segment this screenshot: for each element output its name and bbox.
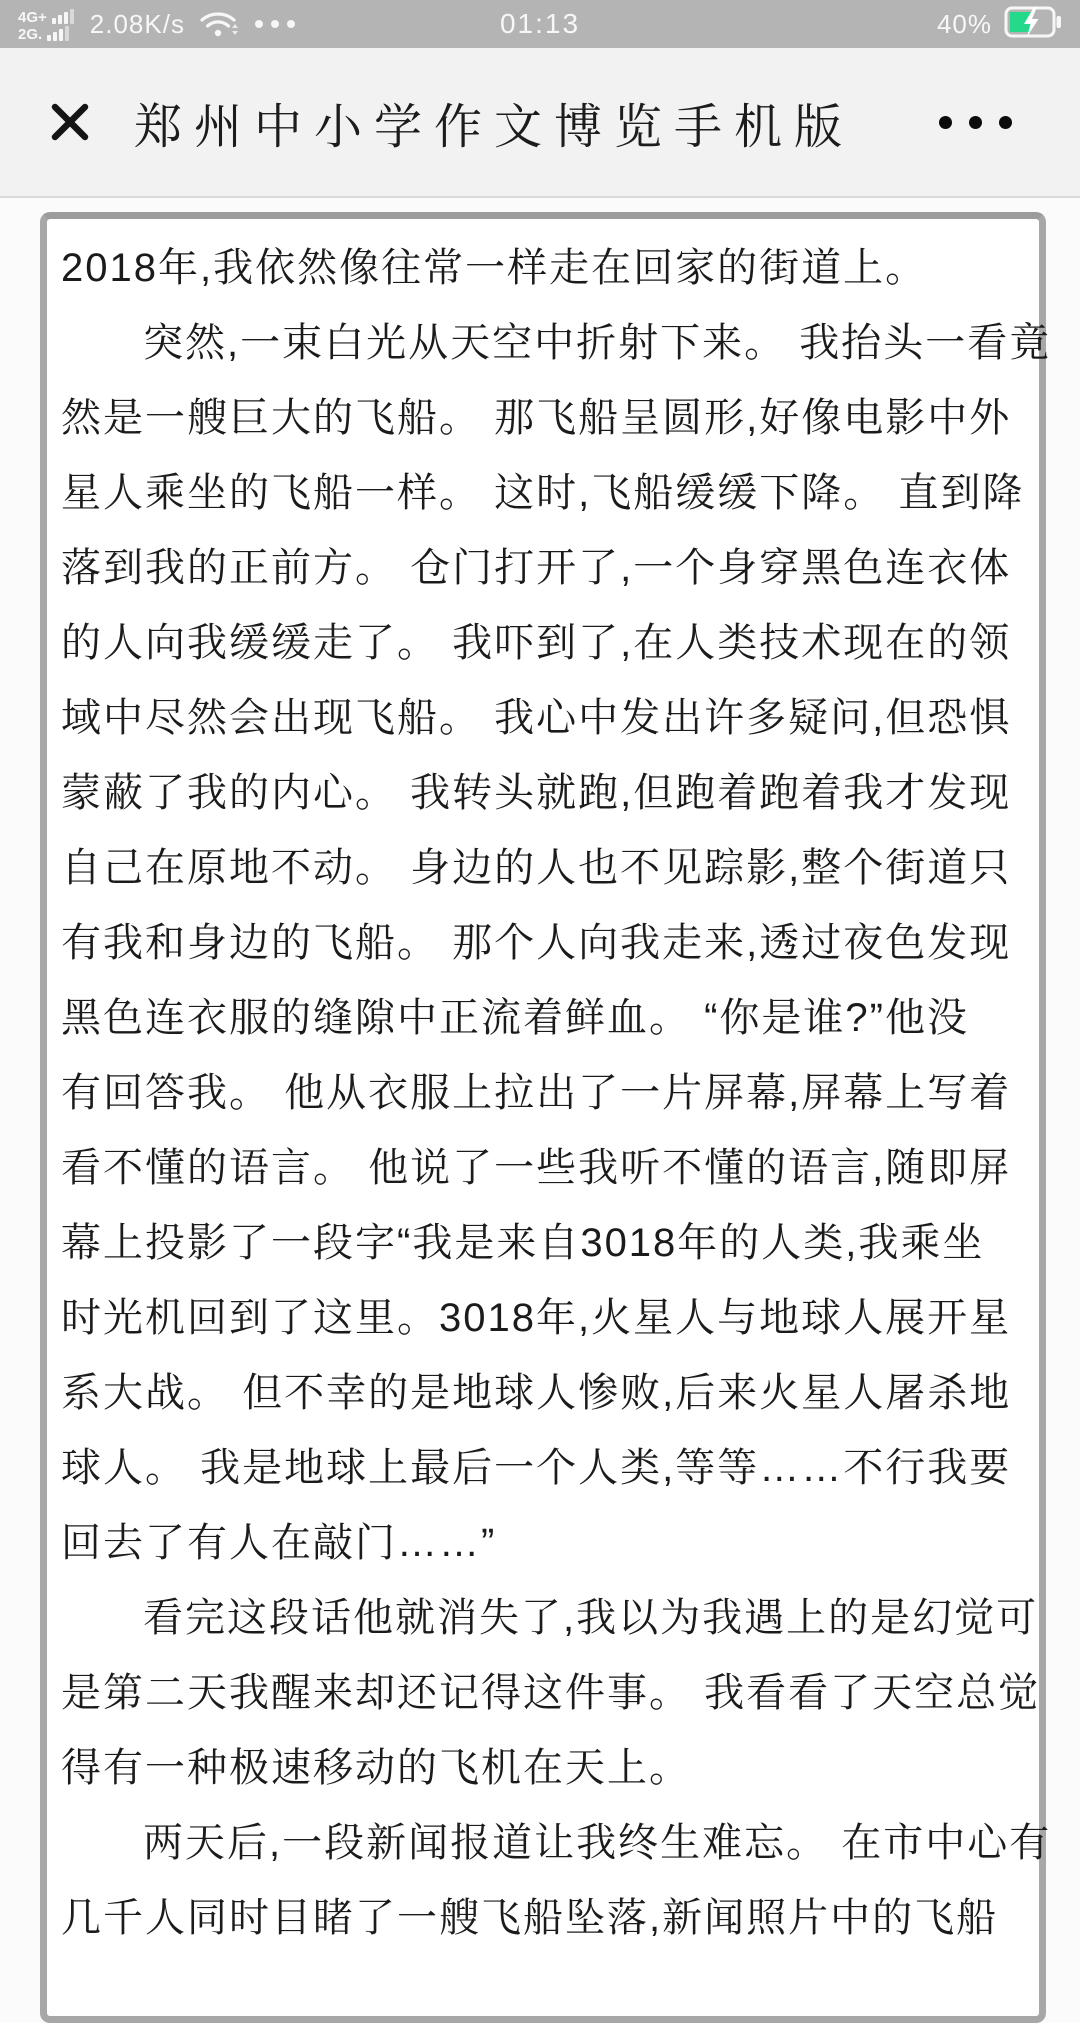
essay-line: 是第二天我醒来却还记得这件事。 我看看了天空总觉 [61, 1671, 1041, 1715]
status-right-cluster [937, 6, 1062, 43]
essay-line: 几千人同时目睹了一艘飞船坠落,新闻照片中的飞船 [61, 1896, 999, 1940]
page-title: 郑州中小学作文博览手机版 [134, 100, 855, 154]
more-dots-icon [255, 20, 295, 28]
essay-line: 看不懂的语言。 他说了一些我听不懂的语言,随即屏 [61, 1146, 1012, 1190]
essay-card[interactable] [40, 212, 1052, 2023]
essay-line: 幕上投影了一段字“我是来自3018年的人类,我乘坐 [61, 1221, 985, 1265]
essay-line: 突然,一束白光从天空中折射下来。 我抬头一看竟 [143, 321, 1052, 365]
essay-line: 2018年,我依然像往常一样走在回家的街道上。 [61, 246, 928, 290]
close-icon[interactable] [44, 96, 96, 148]
more-menu-icon[interactable] [935, 106, 1016, 139]
essay-line: 黑色连衣服的缝隙中正流着鲜血。 “你是谁?”他没 [61, 996, 969, 1040]
sim1-network-label: 4G+ [18, 9, 47, 26]
essay-line: 星人乘坐的飞船一样。 这时,飞船缓缓下降。 直到降 [61, 471, 1025, 515]
essay-line: 自己在原地不动。 身边的人也不见踪影,整个街道只 [61, 846, 1012, 890]
essay-line: 的人向我缓缓走了。 我吓到了,在人类技术现在的领 [61, 621, 1012, 665]
wifi-icon [199, 9, 239, 39]
status-left-cluster [18, 7, 295, 41]
network-type-indicator [18, 9, 74, 41]
page-header [0, 48, 1080, 198]
essay-line: 有回答我。 他从衣服上拉出了一片屏幕,屏幕上写着 [61, 1071, 1012, 1115]
sim2-network-label: 2G. [18, 26, 43, 43]
essay-line: 回去了有人在敲门……” [61, 1521, 497, 1565]
network-speed: 2.08K/s [89, 8, 185, 39]
essay-line: 落到我的正前方。 仓门打开了,一个身穿黑色连衣体 [61, 546, 1012, 590]
battery-charging-icon [1004, 6, 1062, 43]
essay-line: 两天后,一段新闻报道让我终生难忘。 在市中心有 [143, 1821, 1052, 1865]
essay-line: 有我和身边的飞船。 那个人向我走来,透过夜色发现 [61, 921, 1012, 965]
essay-line: 球人。 我是地球上最后一个人类,等等……不行我要 [61, 1446, 1012, 1490]
content-area [0, 200, 1080, 1940]
essay-line: 系大战。 但不幸的是地球人惨败,后来火星人屠杀地 [61, 1371, 1012, 1415]
essay-line: 得有一种极速移动的飞机在天上。 [61, 1746, 691, 1790]
essay-text [61, 231, 1052, 1956]
essay-line: 然是一艘巨大的飞船。 那飞船呈圆形,好像电影中外 [61, 396, 1012, 440]
essay-line: 时光机回到了这里。3018年,火星人与地球人展开星 [61, 1296, 1012, 1340]
essay-line: 蒙蔽了我的内心。 我转头就跑,但跑着跑着我才发现 [61, 771, 1012, 815]
battery-percent: 40% [936, 8, 992, 39]
essay-line: 域中尽然会出现飞船。 我心中发出许多疑问,但恐惧 [61, 696, 1012, 740]
essay-line: 看完这段话他就消失了,我以为我遇上的是幻觉可 [143, 1596, 1039, 1640]
signal-bars-icon [47, 26, 69, 41]
clock: 01:13 [499, 8, 581, 39]
signal-bars-icon [52, 9, 74, 24]
status-bar [0, 0, 1080, 48]
